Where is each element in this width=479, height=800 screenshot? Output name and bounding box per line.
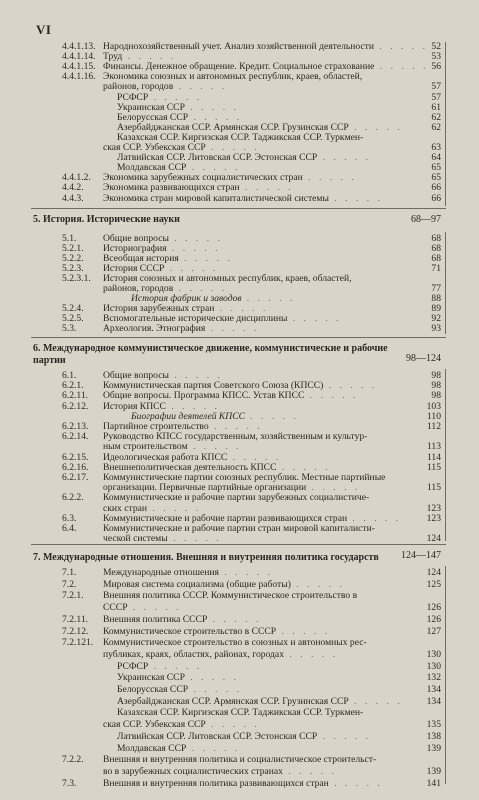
entry-title: Азербайджанская ССР. Армянская ССР. Грузинская ССР . . . . . [117,695,403,707]
leader-dots: . . . . . [186,742,241,754]
leader-dots: . . . . . [205,142,260,153]
entry-page: 52 [431,41,441,52]
section-7-pages: 124—147 [401,550,441,561]
leader-dots: . . . . . [328,777,383,789]
section-divider [31,544,446,545]
leader-dots: . . . . . [317,730,372,742]
entry-page: 53 [431,51,441,63]
entry-title: Внешняя и внутренняя политика развивающихся стран . . . . . [103,777,383,789]
entry-page: 66 [431,192,441,204]
leader-dots: . . . . . [147,502,201,514]
leader-dots: . . . . . [287,313,342,324]
entry-title: Общие вопросы. Программа КПСС. Устав КПСС . . . . . [103,390,359,402]
entry-number: 5.2.1. [62,243,84,254]
entry-title: во в зарубежных социалистических странах . . . . . [103,765,337,777]
leader-dots: . . . . . [323,380,378,392]
entry-number: 5.2.4. [62,303,84,314]
leader-dots: . . . . . [328,192,383,204]
entry-title: Международные отношения . . . . . [103,567,273,578]
entry-page: 93 [431,323,441,334]
entry-number: 6.2.1. [62,380,84,392]
entry-title: ным строительством . . . . . [103,441,242,453]
entry-page: 65 [431,172,441,184]
entry-number: 6.2.11. [62,390,89,402]
entry-number: 7.2.121. [62,637,94,649]
leader-dots: . . . . . [168,233,223,244]
entry-page: 141 [426,777,441,789]
entry-title: Идеологическая работа КПСС . . . . . [103,451,282,463]
entry-number: 5.3. [62,323,77,334]
leader-dots: . . . . . [205,323,260,334]
entry-title: Казахская ССР. Киргизская ССР. Таджикская ССР. Туркмен- [117,131,364,143]
entry-number: 7.2.1. [62,590,84,602]
entry-title: Общие вопросы . . . . . [103,370,223,381]
leader-dots: . . . . . [218,567,273,578]
entry-title: Археология. Этнография . . . . . [103,323,260,334]
section-5-title: 5. История. Исторические науки [33,214,180,225]
entry-page: 61 [431,101,441,113]
entry-page: 98 [431,370,441,381]
entry-number: 6.2.17. [62,472,89,483]
leader-dots: . . . . . [284,648,338,660]
leader-dots: . . . . . [188,684,243,695]
leader-dots: . . . . . [168,370,223,381]
entry-page: 89 [431,303,441,314]
entry-number: 5.2.3. [62,263,84,274]
entry-number: 4.4.1.16. [62,71,96,83]
entry-page: 114 [426,451,441,463]
entry-page: 124 [426,567,441,578]
leader-dots: . . . . . [306,482,361,494]
entry-title: СССР . . . . . [103,602,182,614]
leader-dots: . . . . . [173,283,228,294]
entry-title: Казахская ССР. Киргизская ССР. Таджикская ССР. Туркмен- [117,707,364,719]
entry-title: Украинская ССР . . . . . [117,672,239,684]
entry-number: 4.4.1.2. [62,172,91,184]
entry-page: 124 [426,533,441,545]
entry-page: 139 [426,765,441,777]
entry-title: Труд . . . . . [103,51,177,63]
entry-page: 57 [431,91,441,103]
entry-page: 77 [431,283,441,294]
entry-number: 6.2.14. [62,431,89,443]
leader-dots: . . . . . [290,578,345,590]
entry-title: ческой системы . . . . . [103,533,222,545]
leader-dots: . . . . . [184,101,239,113]
entry-page: 139 [426,742,441,754]
entry-page: 127 [426,625,441,637]
leader-dots: . . . . . [348,121,403,133]
entry-title: Внешняя политика СССР. Коммунистическое строительство в [103,590,358,602]
page-column-rule [445,232,446,334]
entry-page: 132 [426,672,441,684]
entry-title: Коммунистическое строительство в союзных и автономных рес- [103,637,367,649]
entry-title: Молдавская ССР . . . . . [117,162,241,174]
entry-page: 110 [426,410,441,422]
entry-page: 56 [431,61,441,73]
entry-page: 62 [431,121,441,133]
leader-dots: . . . . . [276,461,331,473]
leader-dots: . . . . . [187,441,242,453]
section-6-pages: 98—124 [406,353,441,364]
entry-page: 92 [431,313,441,324]
entry-number: 5.1. [62,233,77,244]
leader-dots: . . . . . [282,765,337,777]
leader-dots: . . . . . [148,91,203,103]
entry-title: районов, городов . . . . . [103,283,228,294]
entry-title: История союзных и автономных республик, краев, областей, [103,273,352,284]
entry-title: ских стран . . . . . [103,502,201,514]
entry-title: районов, городов . . . . . [103,81,228,93]
entry-title: Коммунистическое строительство в СССР . . . . . [103,625,331,637]
entry-number: 5.2.3.1. [62,273,91,284]
entry-title: История фабрик и заводов . . . . . [131,293,296,304]
entry-number: 6.2.13. [62,421,89,432]
entry-number: 7.2.2. [62,754,84,766]
entry-title: РСФСР . . . . . [117,91,203,103]
entry-number: 6.1. [62,370,77,381]
entry-page: 126 [426,613,441,625]
entry-page: 123 [426,502,441,514]
entry-title: Биографии деятелей КПСС . . . . . [131,410,299,422]
entry-page: 98 [431,390,441,402]
section-6-title-line2: партии [33,355,66,366]
leader-dots: . . . . . [214,303,269,314]
entry-page: 103 [426,400,441,412]
entry-number: 6.2.2. [62,492,84,504]
entry-page: 125 [426,578,441,590]
leader-dots: . . . . . [374,61,429,73]
leader-dots: . . . . . [148,660,203,672]
leader-dots: . . . . . [164,263,219,274]
entry-title: ская ССР. Узбекская ССР . . . . . [103,719,260,731]
entry-title: Белорусская ССР . . . . . [117,684,243,695]
entry-title: Общие вопросы . . . . . [103,233,223,244]
entry-number: 4.4.2. [62,182,84,194]
entry-number: 7.2.11. [62,613,89,625]
entry-page: 98 [431,380,441,392]
section-divider [31,337,446,338]
entry-title: Латвийская ССР. Литовская ССР. Эстонская ССР . . . . . [117,152,372,164]
page-number: VI [36,22,52,37]
leader-dots: . . . . . [241,293,296,304]
entry-number: 6.4. [62,523,77,534]
entry-page: 88 [431,293,441,304]
leader-dots: . . . . . [302,172,357,184]
entry-title: Коммунистическая партия Советского Союза (КПСС) . . . . . [103,380,378,392]
section-5-pages: 68—97 [411,214,441,225]
entry-title: История КПСС . . . . . [103,400,220,412]
entry-title: Коммунистические и рабочие партии развивающихся стран . . . . . [103,512,402,524]
entry-title: Всеобщая история . . . . . [103,253,233,264]
leader-dots: . . . . . [208,421,263,432]
entry-number: 4.4.1.15. [62,61,96,73]
entry-page: 57 [431,81,441,93]
leader-dots: . . . . . [207,613,262,625]
leader-dots: . . . . . [347,512,402,524]
leader-dots: . . . . . [276,625,331,637]
entry-title: Внешняя и внутренняя политика и социалистическое строительст- [103,754,377,766]
entry-title: Мировая система социализма (общие работы) . . . . . [103,578,345,590]
leader-dots: . . . . . [205,719,260,731]
entry-title: Экономика зарубежных социалистических стран . . . . . [103,172,357,184]
entry-title: Коммунистические и рабочие партии стран мировой капиталисти- [103,523,375,534]
entry-page: 64 [431,152,441,164]
entry-page: 66 [431,182,441,194]
entry-title: Азербайджанская ССР. Армянская ССР. Грузинская ССР . . . . . [117,121,403,133]
entry-title: Украинская ССР . . . . . [117,101,239,113]
entry-title: организации. Первичные партийные организации . . . . . [103,482,361,494]
entry-number: 4.4.3. [62,192,84,204]
entry-page: 63 [431,142,441,153]
entry-number: 6.2.12. [62,400,89,412]
entry-title: Латвийская ССР. Литовская ССР. Эстонская ССР . . . . . [117,730,372,742]
leader-dots: . . . . . [374,41,428,52]
entry-page: 68 [431,253,441,264]
leader-dots: . . . . . [184,672,239,684]
entry-number: 5.2.2. [62,253,84,264]
entry-page: 112 [426,421,441,432]
leader-dots: . . . . . [173,81,228,93]
entry-title: Руководство КПСС государственным, хозяйственным и культур- [103,431,368,443]
entry-number: 5.2.5. [62,313,84,324]
page-column-rule [445,369,446,541]
entry-title: Историография . . . . . [103,243,221,254]
entry-page: 68 [431,243,441,254]
entry-title: Коммунистические партии союзных республик. Местные партийные [103,472,386,483]
entry-number: 4.4.1.14. [62,51,96,63]
entry-title: Партийное строительство . . . . . [103,421,263,432]
entry-number: 7.2. [62,578,77,590]
entry-number: 6.3. [62,512,77,524]
entry-page: 123 [426,512,441,524]
entry-title: Экономика союзных и автономных республик, краев, областей, [103,71,363,83]
entry-page: 134 [426,695,441,707]
leader-dots: . . . . . [186,162,241,174]
leader-dots: . . . . . [239,182,294,194]
leader-dots: . . . . . [188,111,243,123]
entry-title: История СССР . . . . . [103,263,219,274]
entry-page: 71 [431,263,441,274]
section-7-title: 7. Международные отношения. Внешняя и внутренняя политика государств [33,552,379,563]
entry-title: Внешняя политика СССР . . . . . [103,613,262,625]
entry-title: Внешнеполитическая деятельность КПСС . . . . . [103,461,331,473]
entry-page: 130 [426,648,441,660]
leader-dots: . . . . . [166,243,221,254]
entry-title: Экономика развивающихся стран . . . . . [103,182,294,194]
entry-title: Молдавская ССР . . . . . [117,742,241,754]
entry-title: Коммунистические и рабочие партии зарубежных социалистиче- [103,492,370,504]
entry-number: 4.4.1.13. [62,41,96,52]
entry-title: ская ССР. Узбекская ССР . . . . . [103,142,260,153]
leader-dots: . . . . . [178,253,233,264]
leader-dots: . . . . . [245,410,299,422]
leader-dots: . . . . . [127,602,182,614]
entry-page: 126 [426,602,441,614]
leader-dots: . . . . . [348,695,403,707]
entry-page: 68 [431,233,441,244]
entry-page: 134 [426,684,441,695]
page-column-rule [445,42,446,206]
entry-page: 130 [426,660,441,672]
entry-page: 115 [426,461,441,473]
page-column-rule [445,566,446,784]
entry-page: 138 [426,730,441,742]
entry-title: Финансы. Денежное обращение. Кредит. Социальное страхование . . . . . [103,61,429,73]
entry-page: 65 [431,162,441,174]
entry-number: 6.2.15. [62,451,89,463]
leader-dots: . . . . . [122,51,177,63]
leader-dots: . . . . . [317,152,372,164]
entry-number: 7.2.12. [62,625,89,637]
leader-dots: . . . . . [304,390,359,402]
entry-page: 135 [426,719,441,731]
leader-dots: . . . . . [167,533,222,545]
entry-title: Народнохозяйственный учет. Анализ хозяйственной деятельности . . . . . [103,41,428,52]
entry-title: РСФСР . . . . . [117,660,203,672]
entry-title: публиках, краях, областях, районах, городах . . . . . [103,648,338,660]
entry-title: Экономика стран мировой капиталистической системы . . . . . [103,192,383,204]
leader-dots: . . . . . [165,400,220,412]
entry-number: 6.2.16. [62,461,89,473]
entry-page: 115 [426,482,441,494]
entry-title: История зарубежных стран . . . . . [103,303,269,314]
entry-title: Вспомогательные исторические дисциплины . . . . . [103,313,342,324]
entry-page: 113 [426,441,441,453]
section-divider [31,208,446,209]
leader-dots: . . . . . [227,451,282,463]
section-6-title-line1: 6. Международное коммунистическое движение, коммунистические и рабочие [33,343,388,354]
entry-number: 7.3. [62,777,77,789]
entry-page: 62 [431,111,441,123]
entry-number: 7.1. [62,567,77,578]
entry-title: Белорусская ССР . . . . . [117,111,243,123]
